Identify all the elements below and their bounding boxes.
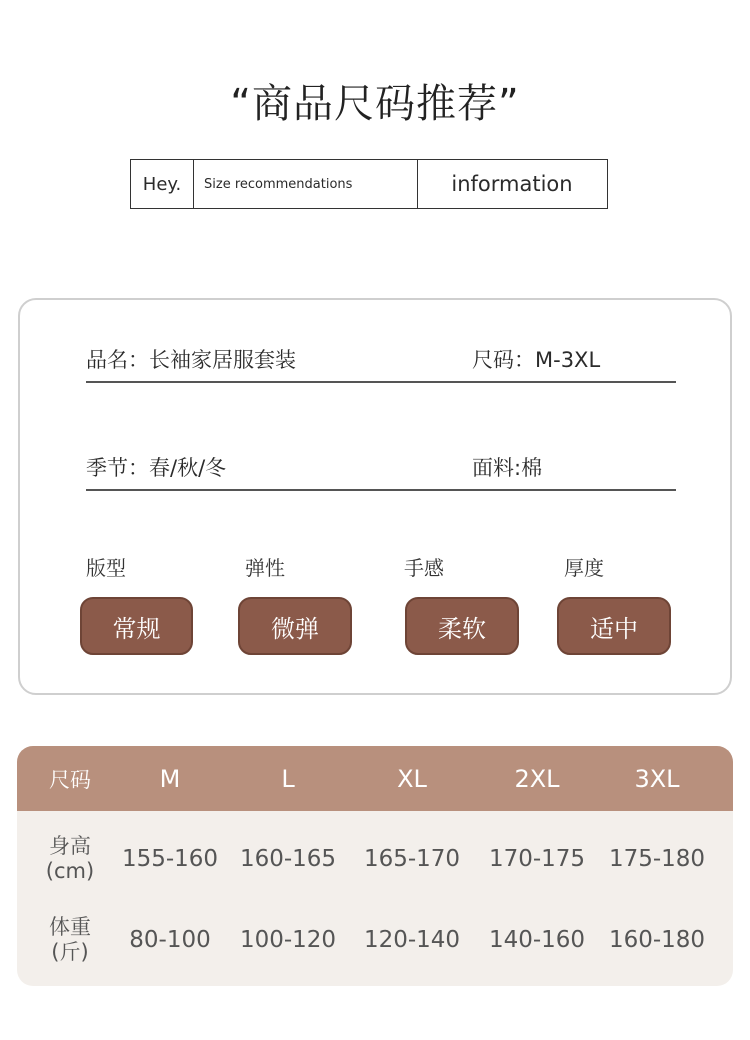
table-cell: 140-160 <box>488 927 586 953</box>
page-title: “商品尺码推荐” <box>230 81 520 127</box>
divider-line <box>86 381 676 383</box>
table-cell: 170-175 <box>488 846 586 872</box>
attr-label-fit: 版型 <box>86 556 126 580</box>
material-label: 面料: <box>472 456 522 480</box>
attr-label-elasticity: 弹性 <box>245 556 285 580</box>
material-field <box>472 452 542 482</box>
subtitle-hey: Hey. <box>131 160 194 208</box>
product-name-value: 长袖家居服套装 <box>149 348 296 372</box>
table-cell: 120-140 <box>363 927 461 953</box>
size-header-label: 尺码 <box>49 767 91 792</box>
size-header-l: L <box>281 764 295 793</box>
subtitle-box <box>130 159 608 209</box>
product-size-field <box>472 344 600 374</box>
size-header-3xl: 3XL <box>634 764 680 793</box>
product-name-label: 品名： <box>86 348 149 372</box>
material-value: 棉 <box>521 456 543 480</box>
row-label-height-line1: 身高 <box>49 834 91 858</box>
table-cell: 100-120 <box>239 927 337 953</box>
row-label-weight-line2: (斤) <box>51 940 89 964</box>
table-cell: 175-180 <box>608 846 706 872</box>
season-label: 季节： <box>86 456 149 480</box>
table-cell: 165-170 <box>363 846 461 872</box>
product-name-field <box>86 344 296 374</box>
season-field <box>86 452 226 482</box>
table-cell: 155-160 <box>121 846 219 872</box>
size-header-xl: XL <box>397 764 427 793</box>
size-header-2xl: 2XL <box>514 764 560 793</box>
size-header-m: M <box>159 764 181 793</box>
product-size-label: 尺码： <box>472 348 535 372</box>
attr-pill-feel: 柔软 <box>405 597 519 655</box>
row-label-weight-line1: 体重 <box>49 915 91 939</box>
subtitle-size-recommendations: Size recommendations <box>194 160 418 208</box>
size-table <box>17 746 733 986</box>
table-cell: 160-165 <box>239 846 337 872</box>
season-value: 春/秋/冬 <box>149 456 227 480</box>
subtitle-information: information <box>451 172 573 196</box>
attr-pill-thickness: 适中 <box>557 597 671 655</box>
divider-line <box>86 489 676 491</box>
attr-label-thickness: 厚度 <box>564 556 604 580</box>
attr-pill-fit: 常规 <box>80 597 193 655</box>
product-size-value: M-3XL <box>535 348 601 372</box>
product-info-card <box>18 298 732 695</box>
row-label-height-line2: (cm) <box>45 859 95 883</box>
attr-label-feel: 手感 <box>404 556 444 580</box>
table-cell: 80-100 <box>129 927 211 953</box>
attr-pill-elasticity: 微弹 <box>238 597 352 655</box>
table-cell: 160-180 <box>608 927 706 953</box>
